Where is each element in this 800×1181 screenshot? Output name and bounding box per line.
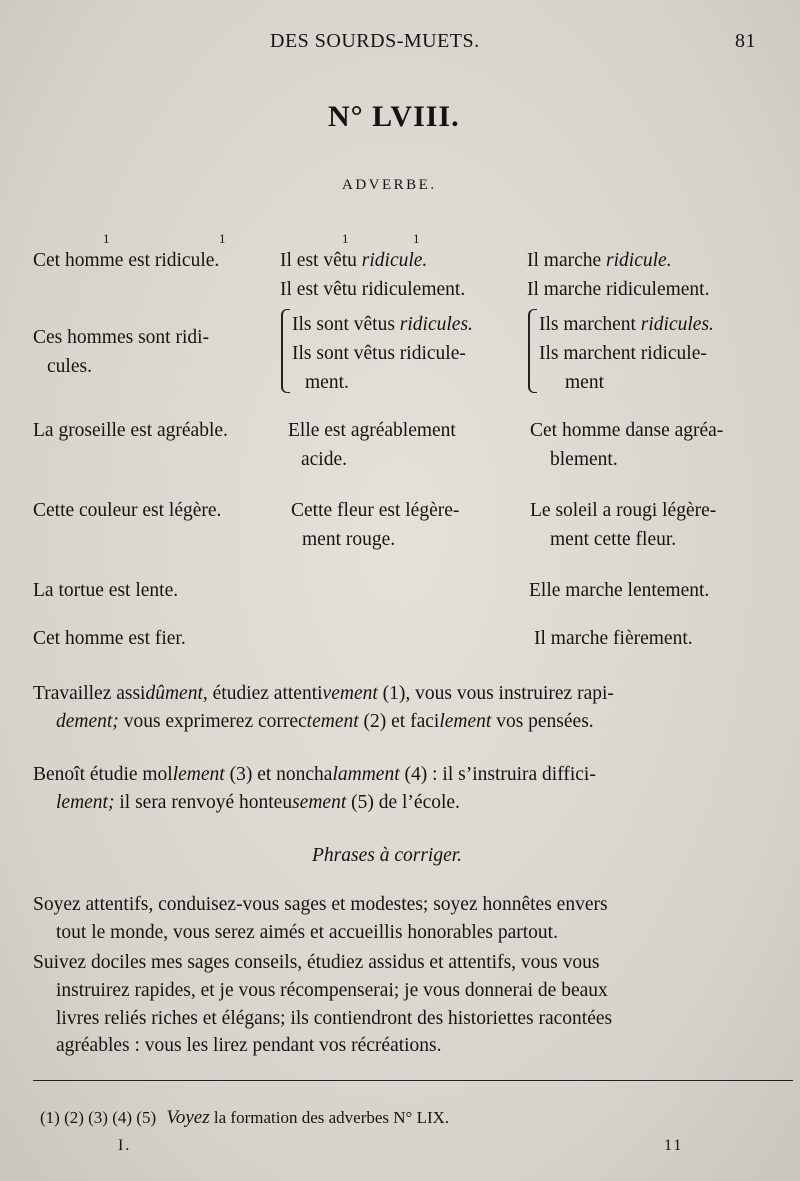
table-cell: La groseille est agréable.: [33, 420, 228, 441]
lesson-number: N° LVIII.: [328, 100, 460, 133]
page-number: 81: [735, 30, 756, 52]
table-cell: Il marche ridiculement.: [527, 279, 710, 300]
table-cell: La tortue est lente.: [33, 580, 179, 601]
exercise-line: tout le monde, vous serez aimés et accueillis honorables partout.: [56, 922, 558, 943]
exercise-line: Soyez attentifs, conduisez-vous sages et modestes; soyez honnêtes envers: [33, 894, 608, 915]
table-cell: Ils marchent ridicule-: [539, 343, 707, 364]
footnote: (1) (2) (3) (4) (5) Voyez la formation des adverbes N° LIX.: [40, 1107, 450, 1128]
left-brace: [281, 309, 290, 393]
running-title: DES SOURDS-MUETS.: [270, 30, 480, 52]
paragraph-line: Benoît étudie mollement (3) et nonchalamment (4) : il s’instruira diffici-: [33, 764, 596, 785]
left-brace: [528, 309, 537, 393]
exercise-line: agréables : vous les lirez pendant vos récréations.: [56, 1035, 442, 1056]
lesson-subtitle: ADVERBE.: [342, 177, 437, 193]
table-cell: Le soleil a rougi légère-: [530, 500, 717, 521]
mark: 1: [413, 231, 420, 246]
table-cell: Ils sont vêtus ridicule-: [292, 343, 466, 364]
paragraph-line: Travaillez assidûment, étudiez attentivement (1), vous vous instruirez rapi-: [33, 683, 614, 704]
table-cell: ment rouge.: [302, 529, 396, 550]
table-cell: ment.: [305, 372, 349, 393]
table-cell: ment: [565, 372, 604, 393]
table-cell: Elle est agréablement: [288, 420, 456, 441]
table-cell: Ils marchent ridicules.: [539, 314, 714, 335]
mark: 1: [342, 231, 349, 246]
mark: 1: [103, 231, 110, 246]
footnote-rule: [33, 1080, 793, 1081]
table-cell: Il est vêtu ridiculement.: [280, 279, 466, 300]
paragraph-line: dement; vous exprimerez correctement (2) et facilement vos pensées.: [56, 711, 594, 732]
table-cell: Cet homme danse agréa-: [530, 420, 724, 441]
table-cell: Cette fleur est légère-: [291, 500, 460, 521]
table-cell: Il marche ridicule.: [527, 250, 672, 271]
table-cell: Cette couleur est légère.: [33, 500, 222, 521]
signature-left: I.: [118, 1137, 132, 1154]
table-cell: Cet homme est fier.: [33, 628, 186, 649]
mark: 1: [219, 231, 226, 246]
table-cell: Il est vêtu ridicule.: [280, 250, 428, 271]
table-cell: ment cette fleur.: [550, 529, 677, 550]
exercise-line: livres reliés riches et élégans; ils contiendront des historiettes racontées: [56, 1008, 613, 1029]
table-cell: Cet homme est ridicule.: [33, 250, 220, 271]
exercise-line: Suivez dociles mes sages conseils, étudiez assidus et attentifs, vous vous: [33, 952, 600, 973]
table-cell: Ces hommes sont ridi-: [33, 327, 210, 348]
exercise-heading: Phrases à corriger.: [312, 845, 463, 866]
table-cell: blement.: [550, 449, 618, 470]
table-cell: Elle marche lentement.: [529, 580, 710, 601]
table-cell: acide.: [301, 449, 348, 470]
signature-right: 11: [664, 1137, 684, 1154]
paragraph-line: lement; il sera renvoyé honteusement (5) de l’école.: [56, 792, 460, 813]
table-cell: Il marche fièrement.: [534, 628, 693, 649]
table-cell: Ils sont vêtus ridicules.: [292, 314, 473, 335]
table-cell: cules.: [47, 356, 92, 377]
exercise-line: instruirez rapides, et je vous récompenserai; je vous donnerai de beaux: [56, 980, 608, 1001]
